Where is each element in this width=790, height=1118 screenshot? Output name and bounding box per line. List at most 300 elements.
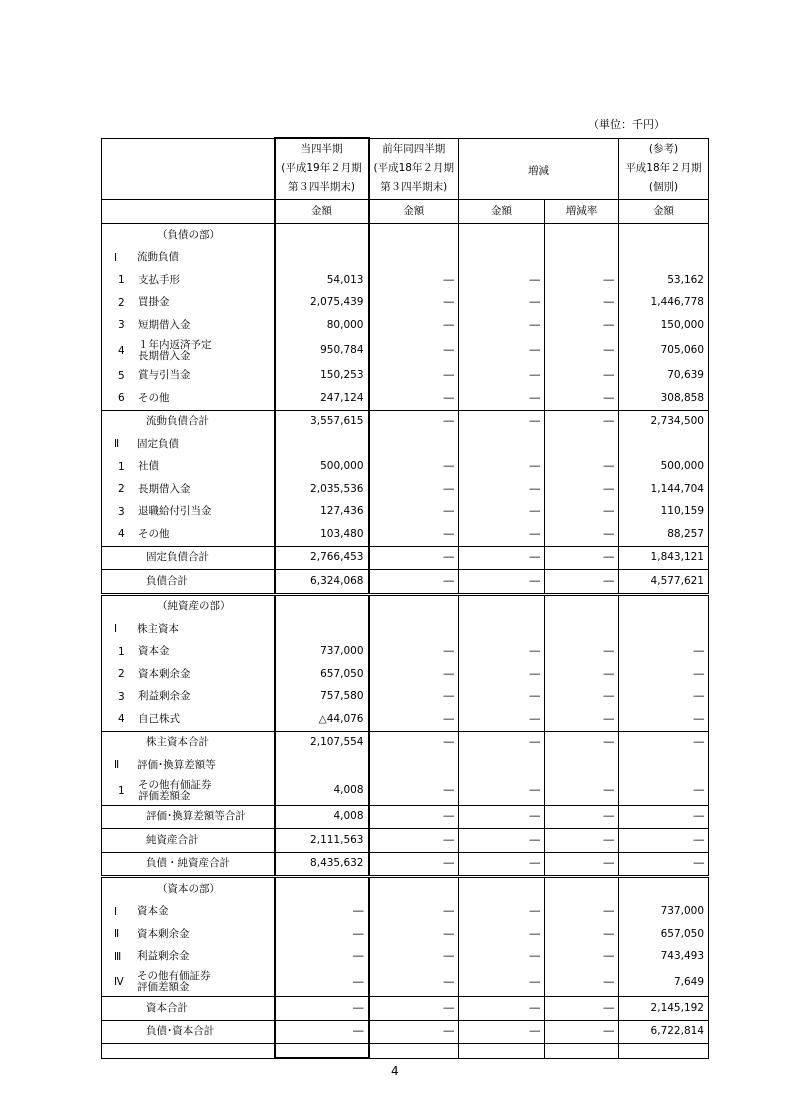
current-amount: 150,253 xyxy=(275,365,369,388)
row-number: 3 xyxy=(118,690,125,703)
row-label xyxy=(102,387,275,410)
item-label: その他 xyxy=(138,391,170,404)
row-label xyxy=(102,456,275,479)
prior-amount: ― xyxy=(369,292,459,315)
change-amount: ― xyxy=(459,314,545,337)
current-amount xyxy=(275,247,369,270)
current-amount xyxy=(275,224,369,247)
reference-amount: 150,000 xyxy=(619,314,709,337)
item-label: 資本剰余金 xyxy=(137,927,190,940)
table-row xyxy=(102,433,709,456)
header-ref-line3: (個別) xyxy=(648,180,679,193)
current-amount: ― xyxy=(275,946,369,969)
item-label: １年内返済予定 長期借入金 xyxy=(138,338,212,362)
item-label: 固定負債 xyxy=(137,437,179,450)
change-amount xyxy=(459,618,545,641)
row-number: 5 xyxy=(118,369,125,382)
reference-amount: 7,649 xyxy=(619,968,709,997)
change-rate: ― xyxy=(545,337,619,365)
reference-amount: ― xyxy=(619,777,709,806)
row-number: Ⅱ xyxy=(114,759,120,771)
table-row xyxy=(102,901,709,924)
prior-amount: ― xyxy=(369,777,459,806)
current-amount xyxy=(275,877,369,901)
reference-amount: 705,060 xyxy=(619,337,709,365)
change-amount: ― xyxy=(459,501,545,524)
change-amount xyxy=(459,594,545,618)
reference-amount: 657,050 xyxy=(619,923,709,946)
change-amount: ― xyxy=(459,269,545,292)
prior-amount: ― xyxy=(369,410,459,433)
table-row xyxy=(102,805,709,829)
item-label: 短期借入金 xyxy=(138,318,191,331)
change-rate: ― xyxy=(545,570,619,595)
current-amount: 2,111,563 xyxy=(275,829,369,853)
change-amount: ― xyxy=(459,410,545,433)
change-amount xyxy=(459,877,545,901)
table-row xyxy=(102,224,709,247)
change-amount: ― xyxy=(459,829,545,853)
item-label: その他有価証券 評価差額金 xyxy=(138,778,212,802)
balance-sheet-table xyxy=(101,137,709,1059)
current-amount: ― xyxy=(275,997,369,1021)
table-row xyxy=(102,923,709,946)
row-label xyxy=(102,594,275,618)
prior-amount: ― xyxy=(369,968,459,997)
current-amount: 80,000 xyxy=(275,314,369,337)
row-label xyxy=(102,314,275,337)
prior-amount: ― xyxy=(369,641,459,664)
row-label xyxy=(102,433,275,456)
change-rate: ― xyxy=(545,501,619,524)
table-row xyxy=(102,546,709,570)
change-amount: ― xyxy=(459,997,545,1021)
subtotal-label: 固定負債合計 xyxy=(146,551,209,564)
change-rate: ― xyxy=(545,852,619,877)
table-row xyxy=(102,269,709,292)
table-row xyxy=(102,877,709,901)
change-rate: ― xyxy=(545,923,619,946)
row-number: 1 xyxy=(118,645,125,658)
change-amount: ― xyxy=(459,1020,545,1044)
current-amount: 6,324,068 xyxy=(275,570,369,595)
change-amount: ― xyxy=(459,901,545,924)
subtotal-label: 純資産合計 xyxy=(146,833,199,846)
current-amount: 2,075,439 xyxy=(275,292,369,315)
row-label xyxy=(102,946,275,969)
prior-amount: ― xyxy=(369,365,459,388)
prior-amount: ― xyxy=(369,997,459,1021)
change-amount xyxy=(459,247,545,270)
table-row xyxy=(102,754,709,777)
row-label xyxy=(102,754,275,777)
reference-amount xyxy=(619,877,709,901)
current-amount: 4,008 xyxy=(275,777,369,806)
prior-amount xyxy=(369,754,459,777)
reference-amount: 88,257 xyxy=(619,523,709,546)
reference-amount: 308,858 xyxy=(619,387,709,410)
row-number: Ⅱ xyxy=(114,438,120,450)
prior-amount xyxy=(369,618,459,641)
change-rate: ― xyxy=(545,410,619,433)
header-current-line2: (平成19年２月期 xyxy=(281,162,362,174)
header-amount-current: 金額 xyxy=(275,200,369,224)
prior-amount: ― xyxy=(369,523,459,546)
header-change: 増減 xyxy=(459,138,619,200)
header-ref-line1: (参考) xyxy=(648,142,679,155)
row-number: 1 xyxy=(118,784,125,797)
table-row xyxy=(102,946,709,969)
row-label xyxy=(102,247,275,270)
table-row xyxy=(102,663,709,686)
change-amount: ― xyxy=(459,365,545,388)
row-label xyxy=(102,805,275,829)
table-row xyxy=(102,501,709,524)
current-amount: ― xyxy=(275,901,369,924)
row-label xyxy=(102,777,275,806)
row-label xyxy=(102,365,275,388)
item-label: 株主資本 xyxy=(137,622,179,635)
section-title: （負債の部） xyxy=(157,228,220,241)
change-amount: ― xyxy=(459,731,545,754)
item-label: 長期借入金 xyxy=(138,482,191,495)
item-label: 利益剰余金 xyxy=(137,950,190,962)
reference-amount: 6,722,814 xyxy=(619,1020,709,1044)
current-amount: 2,035,536 xyxy=(275,478,369,501)
reference-amount: 53,162 xyxy=(619,269,709,292)
row-number: Ⅰ xyxy=(114,251,118,264)
change-amount: ― xyxy=(459,852,545,877)
header-ref-line2: 平成18年２月期 xyxy=(625,161,702,174)
change-amount: ― xyxy=(459,570,545,595)
row-number: 3 xyxy=(118,319,125,331)
table-row xyxy=(102,337,709,365)
prior-amount: ― xyxy=(369,923,459,946)
change-amount: ― xyxy=(459,387,545,410)
row-number: Ⅳ xyxy=(114,976,124,988)
prior-amount: ― xyxy=(369,269,459,292)
item-label: 賞与引当金 xyxy=(138,369,191,381)
row-number: 3 xyxy=(118,505,125,518)
change-rate: ― xyxy=(545,777,619,806)
change-amount: ― xyxy=(459,546,545,570)
row-label xyxy=(102,618,275,641)
change-rate: ― xyxy=(545,314,619,337)
unit-label: （単位：千円） xyxy=(588,118,665,131)
empty-cell xyxy=(619,1044,709,1059)
header-amount-reference: 金額 xyxy=(619,200,709,224)
change-rate: ― xyxy=(545,478,619,501)
item-label: 利益剰余金 xyxy=(138,690,191,702)
empty-cell xyxy=(545,1044,619,1059)
change-rate: ― xyxy=(545,805,619,829)
table-row xyxy=(102,968,709,997)
row-label xyxy=(102,478,275,501)
reference-amount: ― xyxy=(619,686,709,709)
prior-amount xyxy=(369,877,459,901)
item-label: 退職給付引当金 xyxy=(138,505,212,517)
item-label: 評価･換算差額等 xyxy=(137,758,216,771)
prior-amount: ― xyxy=(369,731,459,754)
current-amount xyxy=(275,754,369,777)
row-number: Ⅱ xyxy=(114,928,120,940)
item-label: 支払手形 xyxy=(138,273,180,286)
reference-amount: ― xyxy=(619,641,709,664)
current-amount: 103,480 xyxy=(275,523,369,546)
current-amount: 127,436 xyxy=(275,501,369,524)
row-label xyxy=(102,852,275,877)
prior-amount: ― xyxy=(369,337,459,365)
subtotal-label: 資本合計 xyxy=(146,1001,188,1014)
reference-amount: 4,577,621 xyxy=(619,570,709,595)
empty-cell xyxy=(459,1044,545,1059)
table-row xyxy=(102,387,709,410)
header-prior-line2: (平成18年２月期 xyxy=(373,161,454,174)
current-amount xyxy=(275,618,369,641)
item-label: 買掛金 xyxy=(138,296,170,308)
change-rate: ― xyxy=(545,641,619,664)
prior-amount: ― xyxy=(369,456,459,479)
table-row xyxy=(102,618,709,641)
item-label: その他有価証券 評価差額金 xyxy=(137,970,211,993)
change-rate: ― xyxy=(545,387,619,410)
prior-amount: ― xyxy=(369,708,459,731)
table-row xyxy=(102,594,709,618)
row-number: 6 xyxy=(118,392,125,404)
row-label xyxy=(102,641,275,664)
current-amount xyxy=(275,594,369,618)
item-label: 流動負債 xyxy=(137,251,179,263)
row-number: 2 xyxy=(118,668,125,680)
subtotal-label: 負債･資本合計 xyxy=(146,1025,215,1038)
reference-amount: 2,734,500 xyxy=(619,410,709,433)
table-row xyxy=(102,523,709,546)
row-label xyxy=(102,501,275,524)
change-rate: ― xyxy=(545,946,619,969)
row-number: 4 xyxy=(118,528,125,540)
prior-amount: ― xyxy=(369,387,459,410)
change-rate xyxy=(545,618,619,641)
prior-amount: ― xyxy=(369,1020,459,1044)
page-number: 4 xyxy=(391,1064,399,1078)
change-rate xyxy=(545,433,619,456)
table-row xyxy=(102,641,709,664)
change-amount: ― xyxy=(459,923,545,946)
row-label xyxy=(102,708,275,731)
prior-amount: ― xyxy=(369,946,459,969)
header-change-rate: 増減率 xyxy=(545,200,619,224)
prior-amount: ― xyxy=(369,663,459,686)
item-label: 資本金 xyxy=(137,905,169,917)
row-label xyxy=(102,901,275,924)
table-row xyxy=(102,708,709,731)
header-prior-line3: 第３四半期末) xyxy=(380,180,448,193)
section-title: （資本の部） xyxy=(157,882,220,895)
reference-amount xyxy=(619,224,709,247)
table-row xyxy=(102,314,709,337)
header-prior-line1: 前年同四半期 xyxy=(382,142,446,155)
reference-amount xyxy=(619,754,709,777)
change-rate xyxy=(545,224,619,247)
reference-amount: 110,159 xyxy=(619,501,709,524)
header-amount-prior: 金額 xyxy=(369,200,459,224)
prior-amount: ― xyxy=(369,546,459,570)
prior-amount: ― xyxy=(369,829,459,853)
item-label: 資本剰余金 xyxy=(138,667,191,680)
change-rate: ― xyxy=(545,997,619,1021)
reference-amount: ― xyxy=(619,829,709,853)
current-amount: 54,013 xyxy=(275,269,369,292)
current-amount: 737,000 xyxy=(275,641,369,664)
prior-amount: ― xyxy=(369,314,459,337)
row-label xyxy=(102,570,275,595)
table-row xyxy=(102,292,709,315)
prior-amount: ― xyxy=(369,570,459,595)
row-label xyxy=(102,663,275,686)
subtotal-label: 評価･換算差額等合計 xyxy=(146,810,246,823)
subtotal-label: 流動負債合計 xyxy=(146,415,209,428)
change-rate: ― xyxy=(545,546,619,570)
prior-amount xyxy=(369,433,459,456)
table-row xyxy=(102,997,709,1021)
table-row xyxy=(102,1020,709,1044)
item-label: その他 xyxy=(138,527,170,540)
header-row-columns xyxy=(102,200,709,224)
change-rate: ― xyxy=(545,686,619,709)
change-amount: ― xyxy=(459,337,545,365)
change-rate: ― xyxy=(545,968,619,997)
prior-amount: ― xyxy=(369,852,459,877)
current-amount xyxy=(275,433,369,456)
current-amount: 657,050 xyxy=(275,663,369,686)
reference-amount: ― xyxy=(619,663,709,686)
row-label xyxy=(102,686,275,709)
change-amount: ― xyxy=(459,777,545,806)
change-amount: ― xyxy=(459,708,545,731)
item-label: 社債 xyxy=(138,460,159,472)
table-row xyxy=(102,570,709,595)
reference-amount xyxy=(619,618,709,641)
current-amount: 2,107,554 xyxy=(275,731,369,754)
current-amount: 3,557,615 xyxy=(275,410,369,433)
change-amount xyxy=(459,433,545,456)
change-rate: ― xyxy=(545,731,619,754)
row-label xyxy=(102,337,275,365)
row-number: Ⅲ xyxy=(114,950,122,963)
table-row xyxy=(102,410,709,433)
reference-amount: 70,639 xyxy=(619,365,709,388)
table-row xyxy=(102,829,709,853)
reference-amount: 1,843,121 xyxy=(619,546,709,570)
empty-cell xyxy=(275,1044,369,1059)
table-row xyxy=(102,365,709,388)
reference-amount: 743,493 xyxy=(619,946,709,969)
reference-amount: ― xyxy=(619,805,709,829)
current-amount: 757,580 xyxy=(275,686,369,709)
reference-amount xyxy=(619,433,709,456)
current-amount: 247,124 xyxy=(275,387,369,410)
change-rate: ― xyxy=(545,292,619,315)
prior-amount xyxy=(369,594,459,618)
change-rate xyxy=(545,247,619,270)
row-label xyxy=(102,269,275,292)
change-amount: ― xyxy=(459,478,545,501)
current-amount: 500,000 xyxy=(275,456,369,479)
header-current-line3: 第３四半期末) xyxy=(287,181,356,193)
row-label xyxy=(102,224,275,247)
change-rate: ― xyxy=(545,663,619,686)
change-amount: ― xyxy=(459,663,545,686)
change-amount: ― xyxy=(459,292,545,315)
reference-amount xyxy=(619,247,709,270)
current-amount: △44,076 xyxy=(275,708,369,731)
current-amount: ― xyxy=(275,923,369,946)
change-rate: ― xyxy=(545,269,619,292)
row-number: 2 xyxy=(118,296,125,309)
prior-amount: ― xyxy=(369,805,459,829)
section-title: （純資産の部） xyxy=(157,600,231,613)
prior-amount xyxy=(369,224,459,247)
row-label xyxy=(102,1020,275,1044)
row-number: Ⅰ xyxy=(114,905,118,918)
change-rate: ― xyxy=(545,456,619,479)
row-label xyxy=(102,546,275,570)
prior-amount: ― xyxy=(369,478,459,501)
row-number: 1 xyxy=(118,274,125,286)
table-row xyxy=(102,686,709,709)
header-amount-change: 金額 xyxy=(459,200,545,224)
table-row xyxy=(102,731,709,754)
row-number: 2 xyxy=(118,483,125,495)
change-amount: ― xyxy=(459,968,545,997)
change-amount: ― xyxy=(459,946,545,969)
table-end-row xyxy=(102,1044,709,1059)
prior-amount: ― xyxy=(369,686,459,709)
header-row-titles xyxy=(102,138,709,200)
row-label xyxy=(102,923,275,946)
prior-amount xyxy=(369,247,459,270)
change-rate xyxy=(545,594,619,618)
row-number: 4 xyxy=(118,713,125,725)
current-amount: ― xyxy=(275,1020,369,1044)
reference-amount xyxy=(619,594,709,618)
current-amount: ― xyxy=(275,968,369,997)
table-row xyxy=(102,456,709,479)
reference-amount: 2,145,192 xyxy=(619,997,709,1021)
current-amount: 8,435,632 xyxy=(275,852,369,877)
row-label xyxy=(102,968,275,997)
change-rate: ― xyxy=(545,365,619,388)
empty-cell xyxy=(102,1044,275,1059)
header-blank-2 xyxy=(102,200,275,224)
table-row xyxy=(102,852,709,877)
row-number: Ⅰ xyxy=(114,623,118,635)
subtotal-label: 負債合計 xyxy=(146,574,188,587)
row-number: 4 xyxy=(118,344,125,357)
reference-amount: 737,000 xyxy=(619,901,709,924)
header-reference xyxy=(619,138,709,200)
change-amount xyxy=(459,224,545,247)
prior-amount: ― xyxy=(369,501,459,524)
subtotal-label: 株主資本合計 xyxy=(146,736,209,749)
current-amount: 4,008 xyxy=(275,805,369,829)
row-label xyxy=(102,829,275,853)
change-rate xyxy=(545,754,619,777)
change-amount: ― xyxy=(459,456,545,479)
change-amount: ― xyxy=(459,641,545,664)
reference-amount: 500,000 xyxy=(619,456,709,479)
row-label xyxy=(102,731,275,754)
